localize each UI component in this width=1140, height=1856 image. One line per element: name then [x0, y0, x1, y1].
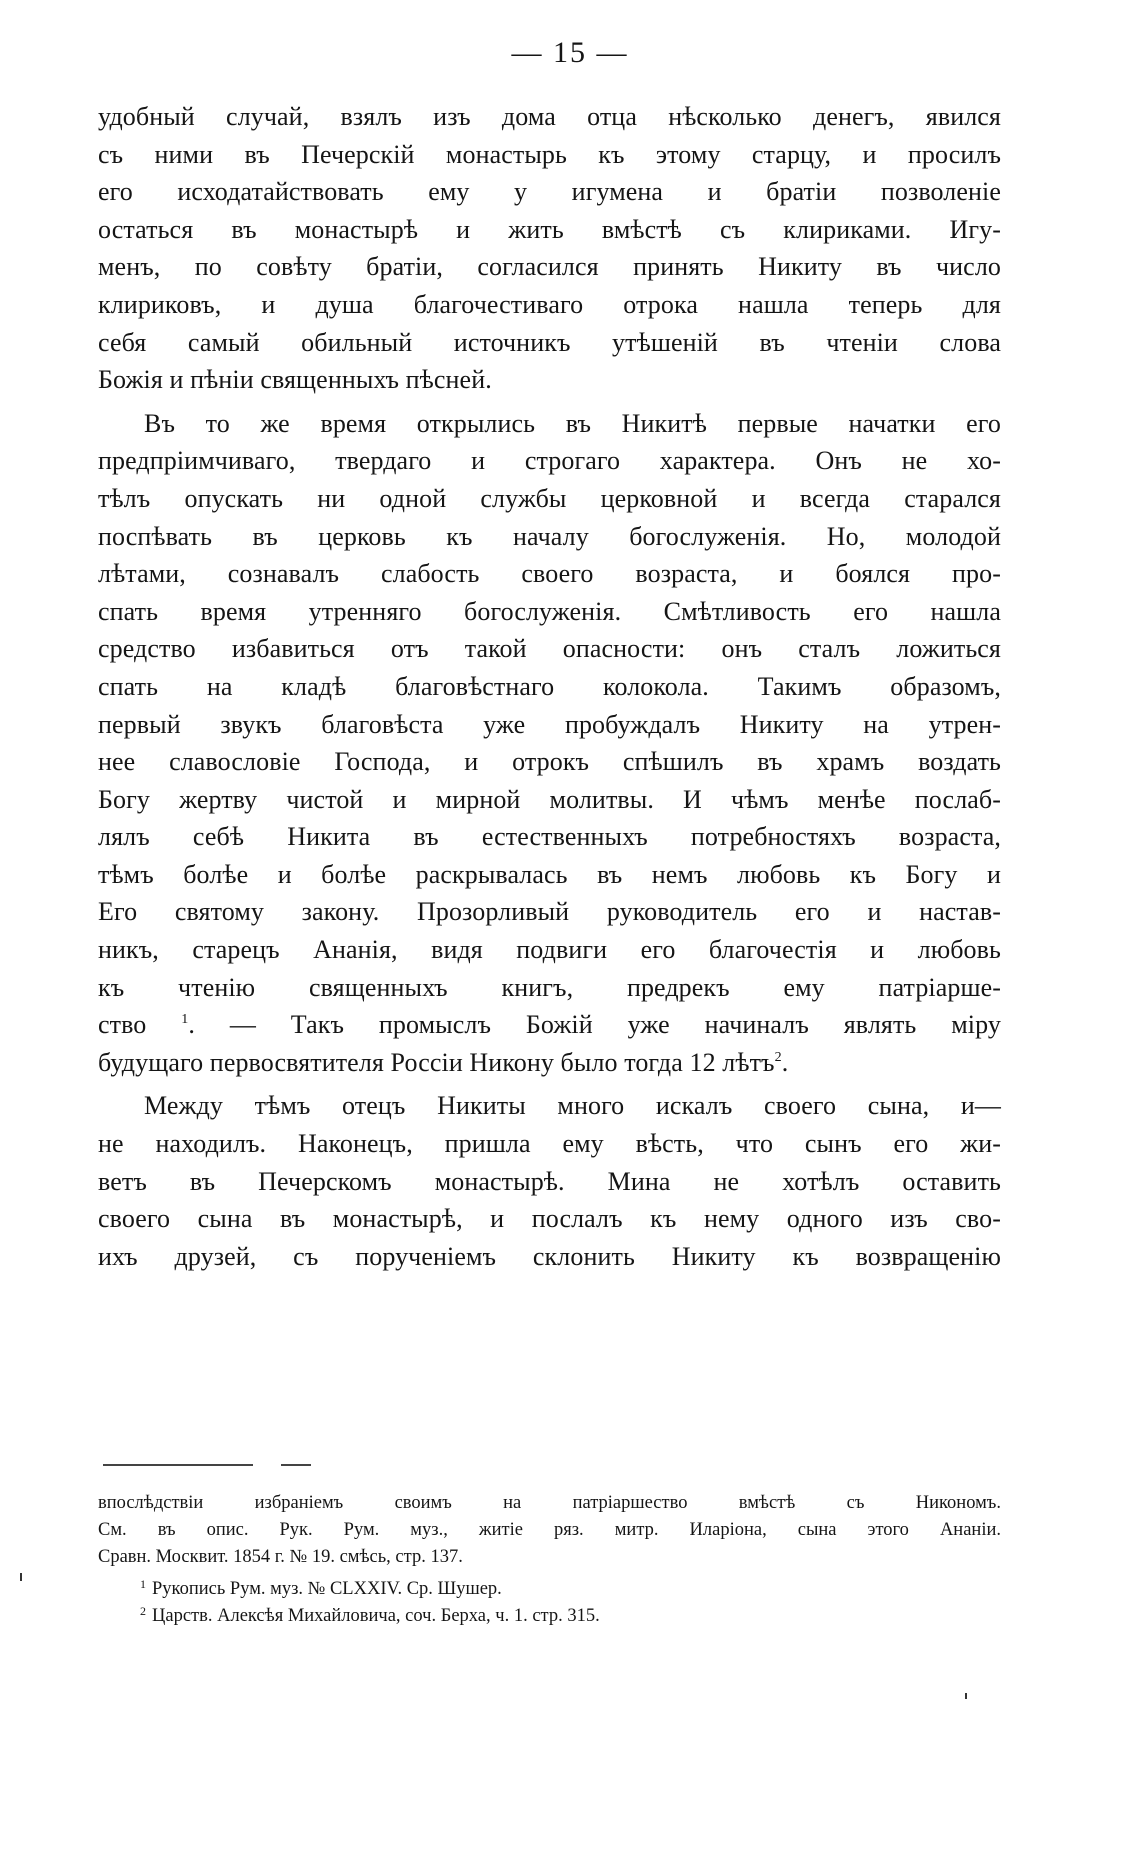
text-line: его исходатайствовать ему у игумена и братіи позволеніе [98, 177, 1001, 207]
page-number: — 15 — [511, 36, 629, 69]
footnote-continuation-line: См. въ опис. Рук. Рум. муз., житіе ряз. митр. Иларіона, сына этого Ананіи. [98, 1520, 1001, 1540]
scan-speck [965, 1693, 967, 1699]
paragraph-3 [98, 1087, 1001, 1275]
text-line: къ чтенію священныхъ книгъ, предрекъ ему патріарше- [98, 972, 1001, 1002]
text-line: нее славословіе Господа, и отрокъ спѣшилъ въ храмъ воздать [98, 747, 1001, 777]
text-line: Въ то же время открылись въ Никитѣ первые начатки его [144, 408, 1001, 438]
footnotes [98, 1490, 1001, 1625]
paragraph-2 [98, 405, 1001, 1082]
text-line: средство избавиться отъ такой опасности: онъ сталъ ложиться [98, 634, 1001, 664]
text-line-with-footnote-ref [98, 1044, 1001, 1082]
text-line: тѣмъ болѣе и болѣе раскрывалась въ немъ любовь къ Богу и [98, 859, 1001, 889]
text-line: Его святому закону. Прозорливый руководитель его и настав- [98, 897, 1001, 927]
text-line: Богу жертву чистой и мирной молитвы. И чѣмъ менѣе послаб- [98, 784, 1001, 814]
text-line: спать на кладѣ благовѣстнаго колокола. Такимъ образомъ, [98, 671, 1001, 701]
text-line: спать время утренняго богослуженія. Смѣтливость его нашла [98, 596, 1001, 626]
footnote-continuation-line: впослѣдствіи избраніемъ своимъ на патріаршество вмѣстѣ съ Никономъ. [98, 1493, 1001, 1513]
paragraph-1 [98, 98, 1001, 399]
footnote-separator [103, 1464, 253, 1466]
text-fragment: . [781, 1047, 789, 1077]
text-line: клириковъ, и душа благочестиваго отрока нашла теперь для [98, 289, 1001, 319]
footnote-continuation-line: Сравн. Москвит. 1854 г. № 19. смѣсь, стр. 137. [98, 1547, 463, 1567]
text-line: лялъ себѣ Никита въ естественныхъ потребностяхъ возраста, [98, 822, 1001, 852]
text-fragment: Такъ промыслъ Божій уже начиналъ являть міру [290, 1010, 1001, 1040]
text-line: тѣлъ опускать ни одной службы церковной и всегда старался [98, 483, 1001, 513]
footnote-text: Царств. Алексѣя Михайловича, соч. Берха, ч. 1. стр. 315. [152, 1606, 600, 1626]
footnote-marker: 2 [140, 1604, 146, 1618]
text-line-with-footnote-ref [98, 1006, 1001, 1044]
footnote-separator-tail [281, 1464, 311, 1466]
main-text [98, 98, 1001, 1275]
text-line: своего сына въ монастырѣ, и послалъ къ нему одного изъ сво- [98, 1204, 1001, 1234]
text-line: удобный случай, взялъ изъ дома отца нѣсколько денегъ, явился [98, 102, 1001, 131]
footnote-text: Рукопись Рум. муз. № CLXXIV. Ср. Шушер. [152, 1579, 502, 1599]
text-line: никъ, старецъ Ананія, видя подвиги его благочестія и любовь [98, 935, 1001, 965]
footnote-2 [98, 1598, 1001, 1625]
text-line: съ ними въ Печерскій монастырь къ этому старцу, и просилъ [98, 139, 1001, 169]
text-line: ветъ въ Печерскомъ монастырѣ. Мина не хотѣлъ оставить [98, 1166, 1001, 1196]
footnote-ref-2[interactable]: 2 [774, 1049, 782, 1065]
scan-speck [20, 1573, 22, 1581]
footnote-1 [98, 1571, 1001, 1598]
text-line: первый звукъ благовѣста уже пробуждалъ Никиту на утрен- [98, 709, 1001, 739]
text-fragment: ство [98, 1010, 147, 1040]
text-line: себя самый обильный источникъ утѣшеній въ чтеніи слова [98, 327, 1001, 357]
text-line: ихъ друзей, съ порученіемъ склонить Никиту къ возвращенію [98, 1241, 1001, 1271]
text-line: остаться въ монастырѣ и жить вмѣстѣ съ клириками. Игу- [98, 214, 1001, 244]
text-line: Божія и пѣніи священныхъ пѣсней. [98, 365, 492, 395]
text-line: менъ, по совѣту братіи, согласился принять Никиту въ число [98, 252, 1001, 282]
text-fragment: будущаго первосвятителя Россіи Никону было тогда 12 лѣтъ [98, 1047, 775, 1077]
text-line: лѣтами, сознавалъ слабость своего возраста, и боялся про- [98, 559, 1001, 589]
text-line: Между тѣмъ отецъ Никиты много искалъ своего сына, и— [144, 1091, 1001, 1121]
text-fragment: . — [188, 1010, 291, 1040]
footnote-marker: 1 [140, 1577, 146, 1591]
text-line: не находилъ. Наконецъ, пришла ему вѣсть, что сынъ его жи- [98, 1129, 1001, 1159]
footnote-ref-1[interactable]: 1 [181, 1012, 189, 1028]
text-line: поспѣвать въ церковь къ началу богослуженія. Но, молодой [98, 521, 1001, 551]
text-line: предпріимчиваго, твердаго и строгаго характера. Онъ не хо- [98, 446, 1001, 476]
